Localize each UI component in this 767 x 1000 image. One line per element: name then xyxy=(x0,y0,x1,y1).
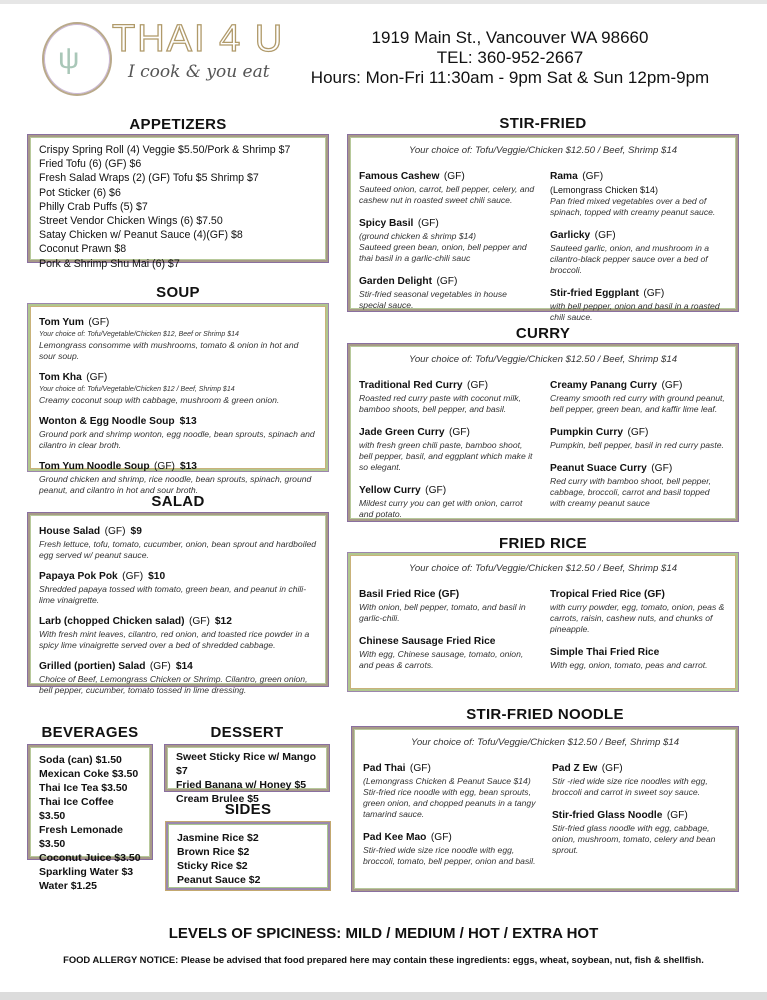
menu-item xyxy=(359,166,536,206)
menu-columns xyxy=(359,584,727,678)
item-description: Red curry with bamboo shoot, bell pepper, cabbage, broccoli, carrot and basil topped with creamy peanut sauce xyxy=(550,476,711,508)
gluten-free-tag: (GF) xyxy=(594,230,616,241)
gluten-free-tag: (GF) xyxy=(188,616,210,627)
item-description: with bell pepper, onion and basil in a roasted chili sauce. xyxy=(550,301,720,322)
item-heading xyxy=(359,166,536,184)
menu-item xyxy=(359,480,536,520)
salad-box xyxy=(28,513,328,695)
gluten-free-tag: (GF) xyxy=(467,380,488,391)
gluten-free-tag: (GF) xyxy=(122,571,144,582)
menu-item xyxy=(359,271,536,311)
menu-column xyxy=(550,166,727,330)
menu-item: Pork & Shrimp Shu Mai (6) $7 xyxy=(39,257,180,270)
item-heading xyxy=(359,480,536,498)
item-description: Creamy coconut soup with cabbage, mushroom & green onion. xyxy=(39,395,280,405)
item-name: Famous Cashew xyxy=(359,171,440,182)
item-description: Stir -ried wide size rice noodles with egg, broccoli and carrot in sweet soy sauce. xyxy=(552,776,708,797)
gluten-free-tag: (GF) xyxy=(666,810,688,821)
item-subtitle: (Lemongrass Chicken $14) xyxy=(550,185,659,195)
item-choice: Your choice of: Tofu/Vegetable/Chicken $12, Beef or Shrimp $14 xyxy=(39,331,239,338)
menu-item: Fresh Lemonade $3.50 xyxy=(39,824,124,850)
item-heading xyxy=(550,642,727,660)
gluten-free-tag: (GF) xyxy=(104,526,126,537)
item-description: With egg, onion, tomato, peas and carrot. xyxy=(550,660,708,670)
item-description: Sauteed onion, carrot, bell pepper, celery, and cashew nut in roasted sweet chili sauce. xyxy=(359,184,535,205)
item-description: with fresh green chili paste, bamboo shoot, bell pepper, basil, and eggplant which make it so elegant. xyxy=(359,440,533,472)
menu-item xyxy=(363,758,538,820)
menu-item xyxy=(39,312,317,362)
fork-spoon-icon: ψ xyxy=(58,42,80,75)
item-heading xyxy=(363,827,538,845)
item-name: Larb (chopped Chicken salad) xyxy=(39,616,185,627)
item-description: Pumpkin, bell pepper, basil in red curry paste. xyxy=(550,440,724,450)
soup-box xyxy=(28,304,328,495)
menu-item xyxy=(39,456,317,496)
item-description: Fresh lettuce, tofu, tomato, cucumber, onion, bean sprout and hardboiled egg served w/ peanut sauce. xyxy=(39,539,317,560)
sides-title: SIDES xyxy=(224,801,272,818)
menu-item: Peanut Sauce $2 xyxy=(177,874,261,886)
item-name: Papaya Pok Pok xyxy=(39,571,118,582)
item-name: Traditional Red Curry xyxy=(359,380,463,391)
item-description: Stir-fried rice noodle with egg, bean sprouts, green onion, and chopped peanuts in a tangy tamarind sauce. xyxy=(363,787,536,819)
menu-columns xyxy=(359,375,727,527)
menu-item: Fresh Salad Wraps (2) (GF) Tofu $5 Shrimp $7 xyxy=(39,172,259,185)
item-description: Ground chicken and shrimp, rice noodle, bean sprouts, spinach, ground peanut, and cilantro in hot and sour broth. xyxy=(39,474,312,495)
item-name: Pad Z Ew xyxy=(552,763,598,774)
stir-fried-noodle-title: STIR-FRIED NOODLE xyxy=(466,706,624,723)
gluten-free-tag: (GF) xyxy=(86,372,108,383)
telephone: TEL: 360-952-2667 xyxy=(436,48,584,67)
menu-column xyxy=(363,758,538,874)
menu-item xyxy=(552,805,727,856)
menu-item xyxy=(359,422,536,473)
menu-item xyxy=(359,631,536,671)
menu-item: Jasmine Rice $2 xyxy=(177,832,259,844)
item-heading xyxy=(552,758,727,776)
item-heading xyxy=(550,166,727,184)
menu-item xyxy=(550,375,727,415)
menu-item: Sparkling Water $3 xyxy=(39,866,134,878)
menu-item: Soda (can) $1.50 xyxy=(39,754,122,766)
item-name: Jade Green Curry xyxy=(359,427,445,438)
item-description: With egg, Chinese sausage, tomato, onion, and peas & carrots. xyxy=(359,649,524,670)
appetizers-box xyxy=(28,135,328,270)
menu-item: Sticky Rice $2 xyxy=(177,860,248,872)
bottom-bar xyxy=(0,992,767,1000)
item-name: Tom Yum Noodle Soup xyxy=(39,461,150,472)
item-name: Pad Kee Mao xyxy=(363,832,427,843)
item-heading xyxy=(550,225,727,243)
item-name: Creamy Panang Curry xyxy=(550,380,658,391)
gluten-free-tag: (GF) xyxy=(154,461,175,472)
menu-item: Brown Rice $2 xyxy=(177,846,250,858)
item-heading xyxy=(359,631,536,649)
item-name: Rama xyxy=(550,171,578,182)
item-note: (ground chicken & shrimp $14) xyxy=(359,231,477,241)
item-name: Peanut Suace Curry xyxy=(550,463,647,474)
stir-fried-title: STIR-FRIED xyxy=(499,115,587,132)
item-price: $13 xyxy=(179,461,197,472)
item-heading xyxy=(39,367,317,385)
gluten-free-tag: (GF) xyxy=(409,763,431,774)
menu-item xyxy=(550,642,727,671)
choice-of-protein: Your choice of: Tofu/Veggie/Chicken $12.50 / Beef, Shrimp $14 xyxy=(408,354,678,365)
item-description: With fresh mint leaves, cilantro, red onion, and toasted rice powder in a spicy lime vinaigrette served over a bed of shredded cabbage. xyxy=(39,629,310,650)
menu-item: Pot Sticker (6) $6 xyxy=(39,186,121,199)
menu-item xyxy=(39,611,317,651)
gluten-free-tag: (GF) xyxy=(443,171,465,182)
hours: Hours: Mon-Fri 11:30am - 9pm Sat & Sun 12pm-9pm xyxy=(310,68,710,87)
item-price: $10 xyxy=(148,571,166,582)
menu-item: Coconut Juice $3.50 xyxy=(39,852,141,864)
choice-of-protein: Your choice of: Tofu/Veggie/Chicken $12.50 / Beef, Shrimp $14 xyxy=(408,563,678,574)
item-name: Simple Thai Fried Rice xyxy=(550,647,660,658)
item-description: Stir-fried glass noodle with egg, cabbage, onion, mushroom, tomato, celery and bean sprout. xyxy=(552,823,716,855)
curry-title: CURRY xyxy=(515,325,571,342)
menu-columns xyxy=(363,758,727,874)
item-name: Basil Fried Rice (GF) xyxy=(359,589,460,600)
menu-item: Street Vendor Chicken Wings (6) $7.50 xyxy=(39,215,223,228)
allergy-notice: FOOD ALLERGY NOTICE: Please be advised that food prepared here may contain these ingredients: eggs, wheat, soybean, nut, fish & shellfish. xyxy=(63,954,704,965)
gluten-free-tag: (GF) xyxy=(149,661,171,672)
item-name: Stir-fried Eggplant xyxy=(550,288,639,299)
gluten-free-tag: (GF) xyxy=(448,427,470,438)
gluten-free-tag: (GF) xyxy=(417,218,439,229)
item-name: Wonton & Egg Noodle Soup xyxy=(39,416,175,427)
item-name: House Salad xyxy=(39,526,101,537)
menu-item: Fried Banana w/ Honey $5 xyxy=(176,779,307,791)
menu-item: Fried Tofu (6) (GF) $6 xyxy=(39,158,142,171)
curry-box xyxy=(348,344,738,521)
item-price: $13 xyxy=(179,416,197,427)
stir-fried-box xyxy=(348,135,738,322)
item-heading xyxy=(39,411,317,429)
item-heading xyxy=(550,375,727,393)
gluten-free-tag: (GF) xyxy=(661,380,683,391)
menu-item: Satay Chicken w/ Peanut Sauce (4)(GF) $8 xyxy=(39,229,243,242)
item-name: Chinese Sausage Fried Rice xyxy=(359,636,496,647)
menu-item xyxy=(550,458,727,509)
menu-item: Water $1.25 xyxy=(39,880,97,892)
menu-item xyxy=(359,584,536,624)
item-note: (Lemongrass Chicken & Peanut Sauce $14) xyxy=(363,776,531,786)
menu-item xyxy=(39,656,317,696)
item-heading xyxy=(550,422,727,440)
soup-title: SOUP xyxy=(156,284,200,301)
menu-item xyxy=(550,422,727,451)
item-name: Tropical Fried Rice (GF) xyxy=(550,589,665,600)
item-description: Mildest curry you can get with onion, carrot and potato. xyxy=(359,498,523,519)
menu-column xyxy=(552,758,727,874)
item-description: Pan fried mixed vegetables over a bed of spinach, topped with creamy peanut sauce. xyxy=(550,196,716,217)
dessert-box xyxy=(165,745,329,805)
menu-item: Philly Crab Puffs (5) $7 xyxy=(39,200,148,213)
item-description: Roasted red curry paste with coconut milk, bamboo shoots, bell pepper, and basil. xyxy=(359,393,521,414)
menu-column xyxy=(550,584,727,678)
spiciness-levels: LEVELS OF SPICINESS: MILD / MEDIUM / HOT / EXTRA HOT xyxy=(168,925,599,942)
item-heading xyxy=(363,758,538,776)
choice-of-protein: Your choice of: Tofu/Veggie/Chicken $12.50 / Beef, Shrimp $14 xyxy=(410,737,680,748)
menu-item xyxy=(550,283,727,323)
item-name: Stir-fried Glass Noodle xyxy=(552,810,663,821)
item-name: Tom Yum xyxy=(39,317,84,328)
item-name: Pumpkin Curry xyxy=(550,427,624,438)
item-name: Yellow Curry xyxy=(359,485,421,496)
item-heading xyxy=(552,805,727,823)
item-heading xyxy=(39,656,317,674)
item-heading xyxy=(39,611,317,629)
item-description: Sauteed green bean, onion, bell pepper and thai basil in a garlic-chili sauc xyxy=(359,242,527,263)
item-name: Garden Delight xyxy=(359,276,433,287)
fried-rice-box xyxy=(348,553,738,691)
item-choice: Your choice of: Tofu/Vegetable/Chicken $12 / Beef, Shrimp $14 xyxy=(39,386,235,393)
menu-item: Thai Ice Tea $3.50 xyxy=(39,782,128,794)
item-name: Tom Kha xyxy=(39,372,82,383)
choice-of-protein: Your choice of: Tofu/Veggie/Chicken $12.50 / Beef, Shrimp $14 xyxy=(408,145,678,156)
menu-item xyxy=(550,584,727,635)
stir-fried-noodle-box xyxy=(352,727,738,891)
item-price: $9 xyxy=(130,526,142,537)
menu-item xyxy=(39,411,317,451)
item-heading xyxy=(39,566,317,584)
item-description: Ground pork and shrimp wonton, egg noodle, bean sprouts, spinach and cilantro in clear broth. xyxy=(39,429,315,450)
item-heading xyxy=(39,312,317,330)
menu-item: Thai Ice Coffee $3.50 xyxy=(39,796,114,822)
item-description: With onion, bell pepper, tomato, and basil in garlic-chili. xyxy=(359,602,526,623)
item-heading xyxy=(39,521,317,539)
item-heading xyxy=(359,422,536,440)
fried-rice-title: FRIED RICE xyxy=(498,535,587,552)
menu-item xyxy=(359,213,536,264)
menu-item: Cream Brulee $5 xyxy=(176,793,259,805)
dessert-title: DESSERT xyxy=(210,724,284,741)
item-description: Choice of Beef, Lemongrass Chicken or Shrimp. Cilantro, green onion, bell pepper, cucumber, tomato tossed in lime dressing. xyxy=(39,674,308,695)
menu-column xyxy=(359,584,536,678)
menu-column xyxy=(359,166,536,330)
menu-column xyxy=(359,375,536,527)
item-description: Shredded papaya tossed with tomato, green bean, and peanut in chili-lime vinaigrette. xyxy=(39,584,307,605)
item-description: with curry powder, egg, tomato, onion, peas & carrots, raisin, cashew nuts, and chunks of pineapple. xyxy=(550,602,725,634)
beverages-box xyxy=(28,745,152,892)
menu-item: Mexican Coke $3.50 xyxy=(39,768,139,780)
item-description: Lemongrass consomme with mushrooms, tomato & onion in hot and sour soup. xyxy=(39,340,299,361)
menu-column xyxy=(550,375,727,527)
beverages-title: BEVERAGES xyxy=(41,724,139,741)
item-description: Sauteed garlic, onion, and mushroom in a cilantro-black pepper sauce over a bed of broccoli. xyxy=(550,243,710,275)
menu-columns xyxy=(359,166,727,330)
appetizers-title: APPETIZERS xyxy=(129,116,227,133)
item-name: Pad Thai xyxy=(363,763,406,774)
item-description: Creamy smooth red curry with ground peanut, bell pepper, green bean, and kaffir lime leaf. xyxy=(550,393,725,414)
menu-item xyxy=(39,367,317,406)
menu-item xyxy=(550,225,727,276)
logo-tagline: I cook & you eat xyxy=(128,62,270,82)
gluten-free-tag: (GF) xyxy=(430,832,452,843)
gluten-free-tag: (GF) xyxy=(643,288,665,299)
gluten-free-tag: (GF) xyxy=(601,763,623,774)
gluten-free-tag: (GF) xyxy=(425,485,447,496)
item-heading xyxy=(359,213,536,231)
gluten-free-tag: (GF) xyxy=(88,317,110,328)
item-name: Garlicky xyxy=(550,230,591,241)
item-heading xyxy=(550,584,727,602)
item-heading xyxy=(359,375,536,393)
item-name: Grilled (portien) Salad xyxy=(39,661,146,672)
menu-item xyxy=(39,521,317,561)
salad-title: SALAD xyxy=(151,493,205,510)
menu-item: Crispy Spring Roll (4) Veggie $5.50/Pork & Shrimp $7 xyxy=(39,144,291,156)
item-description: Stir-fried seasonal vegetables in house special sauce. xyxy=(359,289,507,310)
gluten-free-tag: (GF) xyxy=(651,463,673,474)
item-heading xyxy=(550,283,727,301)
item-heading xyxy=(39,456,317,474)
item-heading xyxy=(359,584,536,602)
logo-text: THAI 4 U xyxy=(112,18,285,60)
gluten-free-tag: (GF) xyxy=(436,276,458,287)
item-price: $14 xyxy=(175,661,193,672)
sides-box xyxy=(166,822,330,890)
menu-item xyxy=(39,566,317,606)
item-price: $12 xyxy=(214,616,232,627)
item-heading xyxy=(550,458,727,476)
contact-info xyxy=(290,28,730,88)
address: 1919 Main St., Vancouver WA 98660 xyxy=(371,28,649,47)
top-bar xyxy=(0,0,767,4)
menu-item: Coconut Prawn $8 xyxy=(39,243,127,256)
menu-item xyxy=(359,375,536,415)
gluten-free-tag: (GF) xyxy=(627,427,649,438)
menu-item: Sweet Sticky Rice w/ Mango $7 xyxy=(176,751,317,777)
logo xyxy=(38,18,288,100)
item-name: Spicy Basil xyxy=(359,218,414,229)
gluten-free-tag: (GF) xyxy=(582,171,604,182)
menu-item xyxy=(363,827,538,867)
item-heading xyxy=(359,271,536,289)
menu-item xyxy=(550,166,727,218)
item-description: Stir-fried wide size rice noodle with egg, broccoli, tomato, bell pepper, onion and basil. xyxy=(363,845,536,866)
menu-item xyxy=(552,758,727,798)
